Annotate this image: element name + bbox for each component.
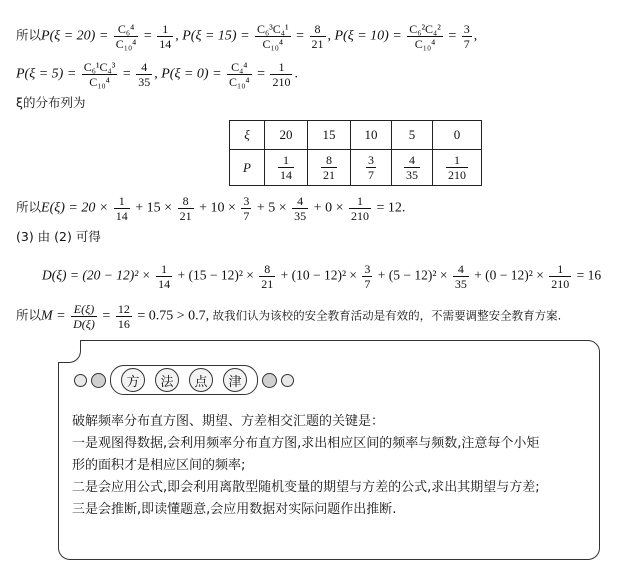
cell-den: 14: [280, 168, 292, 182]
cell-den: 21: [323, 168, 335, 182]
tip-line: 形的面积才是相应区间的频率;: [72, 458, 246, 473]
fraction: [156, 262, 172, 291]
p10-lhs: , P(ξ = 10) =: [327, 28, 402, 44]
tip-line: 三是会推断,即读懂题意,会应用数据对实际问题作出推断.: [72, 502, 397, 517]
decor-dot-icon: [91, 373, 106, 388]
num: 1: [349, 194, 371, 209]
p20-val-den: 14: [159, 37, 172, 51]
num: 1: [114, 194, 130, 209]
p5-val-den: 35: [138, 75, 151, 89]
den: 35: [454, 277, 467, 291]
term: + 0 ×: [313, 200, 344, 216]
p10-fraction: [407, 22, 443, 51]
p15-num: C₆³C₄¹: [257, 22, 289, 36]
text-prefix: 所以: [16, 199, 42, 215]
table-cell: [433, 150, 482, 186]
table-cell: P: [230, 150, 265, 186]
table-cell: [265, 150, 308, 186]
den: 14: [158, 277, 171, 291]
num: 8: [178, 194, 194, 209]
variance-lhs: D(ξ) = (20 − 12)² ×: [42, 267, 151, 283]
decor-dot-icon: [281, 374, 294, 387]
den: 210: [551, 277, 570, 291]
fraction: [362, 262, 372, 291]
p0-den: C₁₀⁴: [229, 75, 250, 89]
fraction: [114, 194, 130, 223]
p10-val-den: 7: [463, 37, 470, 51]
p10-num: C₆²C₄²: [409, 22, 441, 36]
p15-fraction: [255, 22, 291, 51]
den: 210: [350, 209, 369, 223]
den: 7: [243, 209, 250, 223]
ratio-fraction: [71, 302, 97, 331]
ratio-result: = 0.75 > 0.7,: [137, 308, 210, 324]
fraction: [549, 262, 571, 291]
num: 4: [292, 194, 308, 209]
num: 4: [453, 262, 469, 277]
cell-num: 1: [278, 153, 294, 168]
den: 14: [115, 209, 128, 223]
cell-num: 1: [446, 153, 468, 168]
table-cell: 20: [265, 121, 308, 150]
p0-val-den: 210: [272, 75, 291, 89]
line-end: .: [294, 66, 298, 82]
conclusion-text: 故我们认为该校的安全教育活动是有效的，不需要调整安全教育方案.: [212, 308, 562, 323]
p15-val-num: 8: [310, 22, 326, 37]
p20-val-num: 1: [157, 22, 173, 37]
probability-line-1: [16, 22, 477, 51]
num: 8: [259, 262, 275, 277]
p15-val-den: 21: [311, 37, 324, 51]
cell-den: 35: [406, 168, 418, 182]
decor-dot-icon: [262, 373, 277, 388]
p0-fraction: [227, 60, 252, 89]
p5-den: C₁₀⁴: [89, 75, 110, 89]
p15-value: [310, 22, 326, 51]
expectation-line: [16, 194, 405, 223]
ratio-line: [16, 302, 561, 331]
expect-lhs: E(ξ) = 20 ×: [41, 200, 109, 216]
p10-val-num: 3: [463, 22, 470, 36]
p20-den: C₁₀⁴: [115, 37, 137, 51]
part-3-heading: (3) 由 (2) 可得: [16, 229, 101, 244]
num: 1: [156, 262, 172, 277]
eq-sign: =: [143, 28, 152, 44]
table-cell: 0: [433, 121, 482, 150]
text-prefix: 所以: [16, 27, 42, 43]
p5-lhs: P(ξ = 5) =: [16, 66, 77, 82]
table-row: [230, 150, 482, 186]
eq-sign: =: [296, 28, 304, 44]
badge-char: 津: [223, 368, 247, 392]
table-cell: 10: [351, 121, 392, 150]
p0-lhs: , P(ξ = 0) =: [154, 66, 222, 82]
badge-char: 法: [155, 368, 179, 392]
num: 12: [117, 302, 130, 316]
term: + 5 ×: [256, 200, 287, 216]
badge-char: 方: [121, 368, 145, 392]
term: + (0 − 12)² ×: [474, 267, 544, 283]
num: 3: [364, 262, 371, 276]
badge-char: 点: [189, 368, 213, 392]
p20-num: C₆⁴: [114, 22, 139, 37]
den: D(ξ): [73, 317, 95, 331]
probability-line-2: [16, 60, 298, 89]
fraction: [259, 262, 275, 291]
eq-sign: =: [102, 308, 111, 324]
method-badge: [74, 365, 294, 395]
tip-line: 破解频率分布直方图、期望、方差相交汇题的关键是：: [72, 414, 385, 429]
table-cell: [392, 150, 433, 186]
distribution-table: [229, 120, 482, 186]
fraction: [292, 194, 308, 223]
table-row: [230, 121, 482, 150]
p0-num: C₄⁴: [227, 60, 252, 75]
expect-result: = 12.: [376, 200, 406, 216]
term: + (5 − 12)² ×: [377, 267, 448, 283]
p5-num: C₆¹C₄³: [83, 60, 116, 74]
p0-value: [270, 60, 292, 89]
p5-value: [136, 60, 152, 89]
tip-line: 二是会应用公式,即会利用离散型随机变量的期望与方差的公式,求出其期望与方差;: [72, 480, 540, 495]
cell-den: 210: [448, 168, 466, 182]
cell-num: 4: [404, 153, 420, 168]
badge-title: [110, 365, 258, 395]
text-prefix: 所以: [16, 307, 42, 323]
p5-fraction: [82, 60, 118, 89]
p20-value: [157, 22, 173, 51]
eq-sign: =: [448, 28, 457, 44]
p10-value: [462, 22, 472, 51]
p0-val-num: 1: [270, 60, 292, 75]
fraction: [178, 194, 194, 223]
num: 1: [549, 262, 571, 277]
term: + (15 − 12)² ×: [177, 267, 254, 283]
p10-den: C₁₀⁴: [414, 37, 436, 51]
cell-num: 3: [368, 153, 374, 167]
fraction: [453, 262, 469, 291]
term: + (10 − 12)² ×: [280, 267, 358, 283]
line-end: ,: [473, 28, 478, 44]
fraction: [349, 194, 371, 223]
num: E(ξ): [71, 302, 97, 317]
p20-lhs: P(ξ = 20) =: [41, 28, 109, 44]
cell-num: 8: [321, 153, 337, 168]
ratio-value: [116, 302, 132, 331]
table-cell: ξ: [230, 121, 265, 150]
den: 21: [179, 209, 192, 223]
ratio-lhs: M =: [41, 308, 66, 324]
term: + 10 ×: [199, 200, 236, 216]
den: 7: [364, 277, 371, 291]
table-cell: [308, 150, 351, 186]
table-cell: 15: [308, 121, 351, 150]
p5-val-num: 4: [136, 60, 152, 75]
tip-line: 一是观图得数据,会利用频率分布直方图,求出相应区间的频率与频数,注意每个小矩: [72, 436, 540, 451]
term: + 15 ×: [135, 200, 173, 216]
den: 35: [294, 209, 307, 223]
distribution-intro: ξ的分布列为: [16, 95, 86, 110]
variance-line: [42, 262, 601, 291]
p15-den: C₁₀⁴: [262, 37, 284, 51]
p15-lhs: , P(ξ = 15) =: [175, 28, 250, 44]
table-cell: 5: [392, 121, 433, 150]
p20-fraction: [114, 22, 139, 51]
decor-dot-icon: [74, 374, 87, 387]
num: 3: [243, 194, 250, 208]
fraction: [241, 194, 251, 223]
den: 21: [261, 277, 274, 291]
table-cell: [351, 150, 392, 186]
variance-result: = 16: [576, 267, 602, 283]
cell-den: 7: [368, 168, 374, 182]
eq-sign: =: [122, 66, 131, 82]
den: 16: [117, 317, 130, 331]
eq-sign: =: [257, 66, 265, 82]
